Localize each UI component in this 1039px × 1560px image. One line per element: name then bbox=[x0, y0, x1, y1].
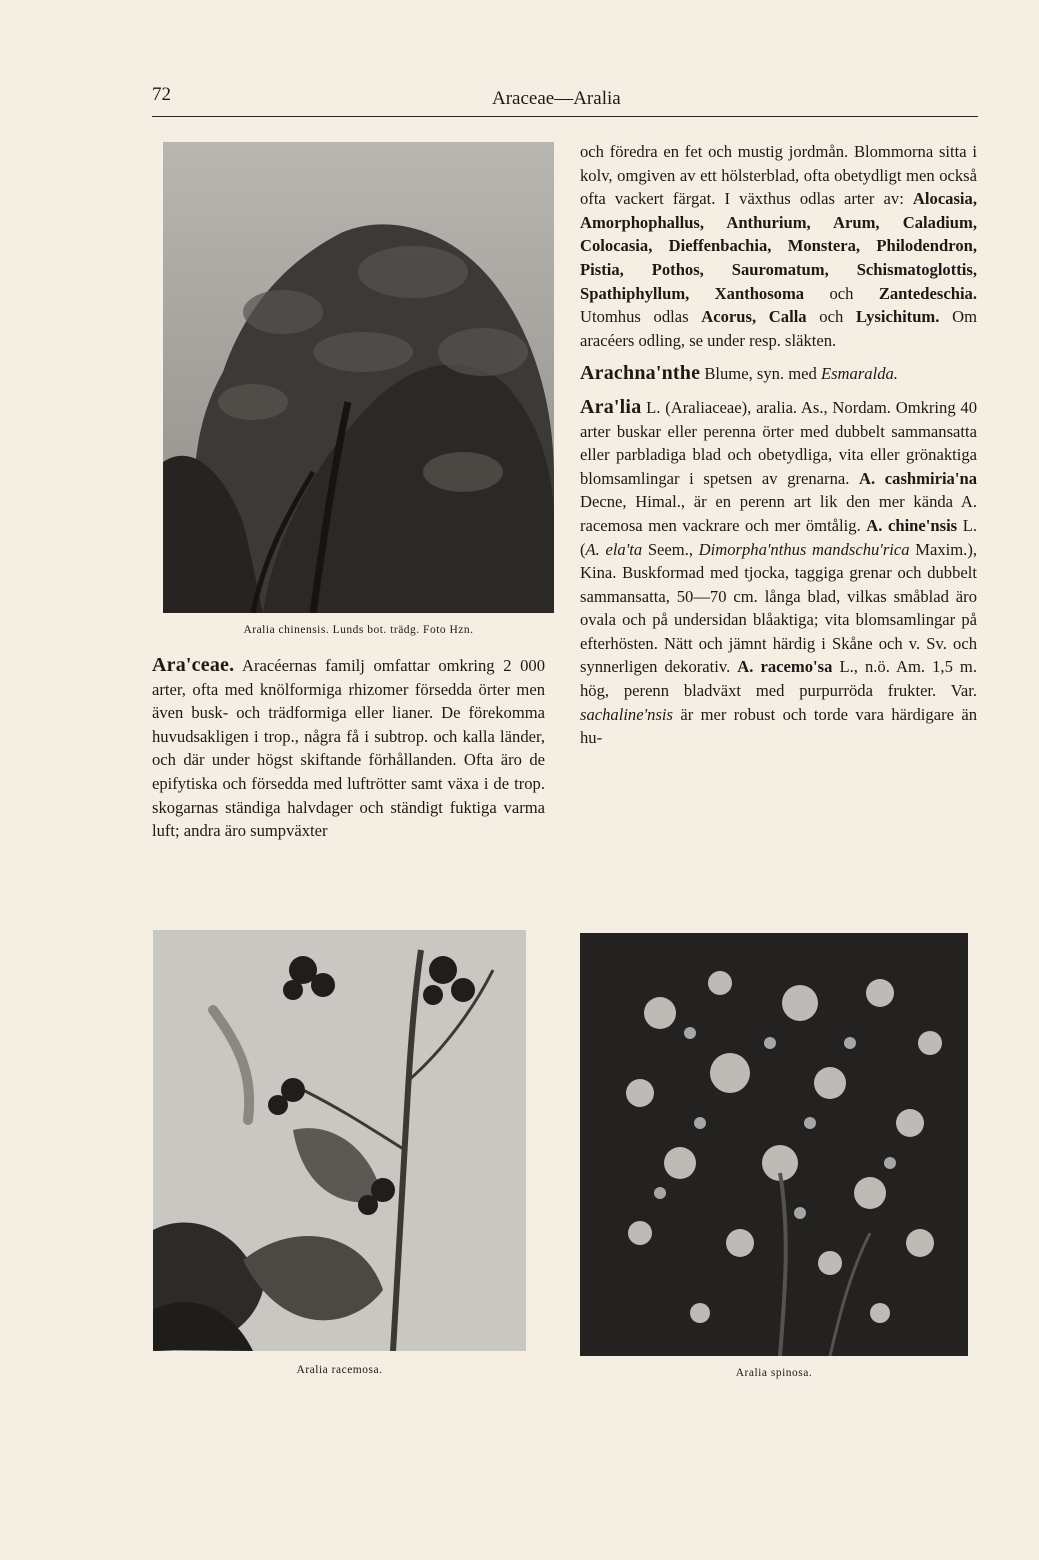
text-run: Utomhus odlas bbox=[580, 307, 702, 327]
entry-arachnanthe bbox=[580, 362, 977, 386]
araceae-text: Aracéernas familj omfattar omkring 2 000 arter, ofta med knölformiga rhizomer försedda örter men även busk- och trädformiga eller lianer. De förekomma huvudsakligen i trop., några få i subtrop. och kalla länder, och där under högst skiftande förhållanden. Ofta äro de epifytiska och försedda med luftrötter samt växa i de trop. skogarnas ständiga halvdager och ständigt fuktiga varma luft; andra äro sumpväxter bbox=[152, 656, 545, 841]
text-run: L., n.ö. Am. 1,5 m. hög, perenn bladväxt med purpurröda frukter. Var. bbox=[580, 657, 977, 701]
page-number: 72 bbox=[152, 84, 171, 105]
headword-arachnanthe: Arachna'nthe bbox=[580, 362, 701, 385]
text-run: och bbox=[804, 283, 879, 303]
text-run: Seem., bbox=[642, 539, 699, 559]
right-column bbox=[580, 140, 977, 750]
text-run: Decne, Himal., är en perenn art lik den mer kända A. racemosa men vackrare och mer ömtålig. bbox=[580, 492, 977, 535]
species-name: A. cashmiria'na bbox=[859, 468, 977, 488]
caption-aralia-spinosa: Aralia spinosa. bbox=[735, 1367, 813, 1379]
species-name: A. racemo'sa bbox=[737, 657, 833, 677]
genus-list: Alocasia, Amorphophallus, Anthurium, Arum, Caladium, Colocasia, Dieffenbachia, Monstera, Philodendron, Pistia, Pothos, Sauromatum, Schismatoglottis, Spathiphyllum, Xanthosoma bbox=[580, 189, 977, 303]
species-name: A. chine'nsis bbox=[866, 515, 958, 535]
synonym-name: Dimorpha'nthus mandschu'rica bbox=[698, 539, 910, 559]
photo-aralia-racemosa bbox=[153, 930, 526, 1351]
text-run: Om aracéers odling, se under resp. släkten. bbox=[580, 307, 977, 350]
genus-name: Zantedeschia. bbox=[878, 283, 977, 303]
text-run: och föredra en fet och mustig jordmån. Blommorna sitta i kolv, omgiven av ett hölsterblad, ofta obetydligt men också ofta vackert färgat. I växthus odlas arter av: bbox=[580, 142, 977, 209]
text-run: och bbox=[806, 307, 856, 327]
text-run: L. ( bbox=[580, 515, 977, 559]
photo-aralia-spinosa bbox=[580, 933, 968, 1356]
left-column bbox=[152, 654, 545, 843]
text-run: L. (Araliaceae), aralia. As., Nordam. Omkring 40 arter buskar eller perenna örter med dubbelt sammansatta eller parbladiga blad och obetydliga, vita eller grönaktiga blomsamlingar i spetsen av grenarna. bbox=[580, 397, 977, 488]
caption-aralia-racemosa: Aralia racemosa. bbox=[296, 1364, 383, 1376]
running-header: Araceae—Aralia bbox=[492, 88, 621, 109]
entry-araceae bbox=[152, 654, 545, 843]
headword-araceae: Ara'ceae. bbox=[152, 654, 235, 676]
variety-name: sachaline'nsis bbox=[580, 704, 673, 724]
entry-aralia bbox=[580, 396, 977, 750]
header-rule bbox=[152, 116, 978, 117]
text-run: Blume, syn. med bbox=[700, 364, 821, 384]
genus-name: Acorus, Calla bbox=[701, 307, 807, 327]
headword-aralia: Ara'lia bbox=[580, 395, 642, 418]
araceae-continued bbox=[580, 140, 977, 352]
synonym-name: Esmaralda. bbox=[820, 364, 898, 384]
text-run: Maxim.), Kina. Buskformad med tjocka, taggiga grenar och dubbelt sammansatta, 50—70 cm. långa blad, vilkas småblad äro ovala och på undersidan blåaktiga; vita blomsamlingar på efterhösten. Nätt och jämnt härdig i Skåne och v. Sv. och synnerligen dekorativ. bbox=[580, 539, 977, 677]
synonym-name: A. ela'ta bbox=[585, 539, 643, 559]
photo-aralia-chinensis bbox=[163, 142, 554, 613]
caption-aralia-chinensis: Aralia chinensis. Lunds bot. trädg. Foto Hzn. bbox=[243, 624, 474, 636]
genus-name: Lysichitum. bbox=[855, 307, 940, 327]
text-run: är mer robust och torde vara härdigare än hu- bbox=[580, 704, 977, 748]
